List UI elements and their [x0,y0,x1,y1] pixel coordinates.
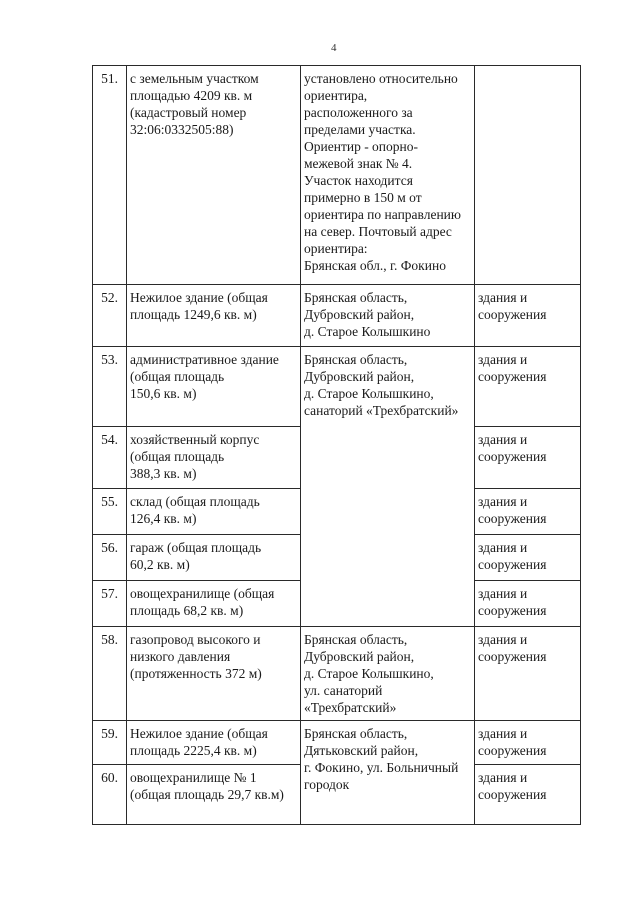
object-type: здания и сооружения [475,765,581,825]
object-name: гараж (общая площадь 60,2 кв. м) [127,535,301,581]
property-registry-table [92,65,581,825]
object-type: здания и сооружения [475,285,581,347]
object-address: Брянская область, Дятьковский район, г. Фокино, ул. Больничный городок [301,721,475,825]
object-type [475,66,581,285]
object-address: Брянская область, Дубровский район, д. Старое Колышкино, ул. санаторий «Трехбратский» [301,627,475,721]
object-type: здания и сооружения [475,489,581,535]
table-row [93,721,581,765]
object-name: овощехранилище (общая площадь 68,2 кв. м) [127,581,301,627]
row-number: 59. [93,721,127,765]
table-row [93,347,581,427]
object-name: хозяйственный корпус (общая площадь 388,3 кв. м) [127,427,301,489]
table-row [93,66,581,285]
object-name: газопровод высокого и низкого давления (протяженность 372 м) [127,627,301,721]
object-name: Нежилое здание (общая площадь 1249,6 кв. м) [127,285,301,347]
row-number: 51. [93,66,127,285]
object-type: здания и сооружения [475,581,581,627]
table-row [93,285,581,347]
row-number: 60. [93,765,127,825]
object-type: здания и сооружения [475,535,581,581]
object-type: здания и сооружения [475,347,581,427]
object-type: здания и сооружения [475,721,581,765]
object-name: Нежилое здание (общая площадь 2225,4 кв. м) [127,721,301,765]
object-address: Брянская область, Дубровский район, д. Старое Колышкино, санаторий «Трехбратский» [301,347,475,627]
row-number: 52. [93,285,127,347]
table-row [93,627,581,721]
object-name: склад (общая площадь 126,4 кв. м) [127,489,301,535]
object-name: с земельным участком площадью 4209 кв. м (кадастровый номер 32:06:0332505:88) [127,66,301,285]
object-name: административное здание (общая площадь 150,6 кв. м) [127,347,301,427]
object-address: установлено относительно ориентира, расположенного за пределами участка. Ориентир - опорно- межевой знак № 4. Участок находится примерно в 150 м от ориентира по направлению на север. Почтовый адрес ориентира: Брянская обл., г. Фокино [301,66,475,285]
object-address: Брянская область, Дубровский район, д. Старое Колышкино [301,285,475,347]
page-number: 4 [331,42,337,54]
row-number: 56. [93,535,127,581]
row-number: 53. [93,347,127,427]
object-type: здания и сооружения [475,627,581,721]
object-name: овощехранилище № 1 (общая площадь 29,7 кв.м) [127,765,301,825]
object-type: здания и сооружения [475,427,581,489]
row-number: 58. [93,627,127,721]
row-number: 55. [93,489,127,535]
row-number: 54. [93,427,127,489]
row-number: 57. [93,581,127,627]
